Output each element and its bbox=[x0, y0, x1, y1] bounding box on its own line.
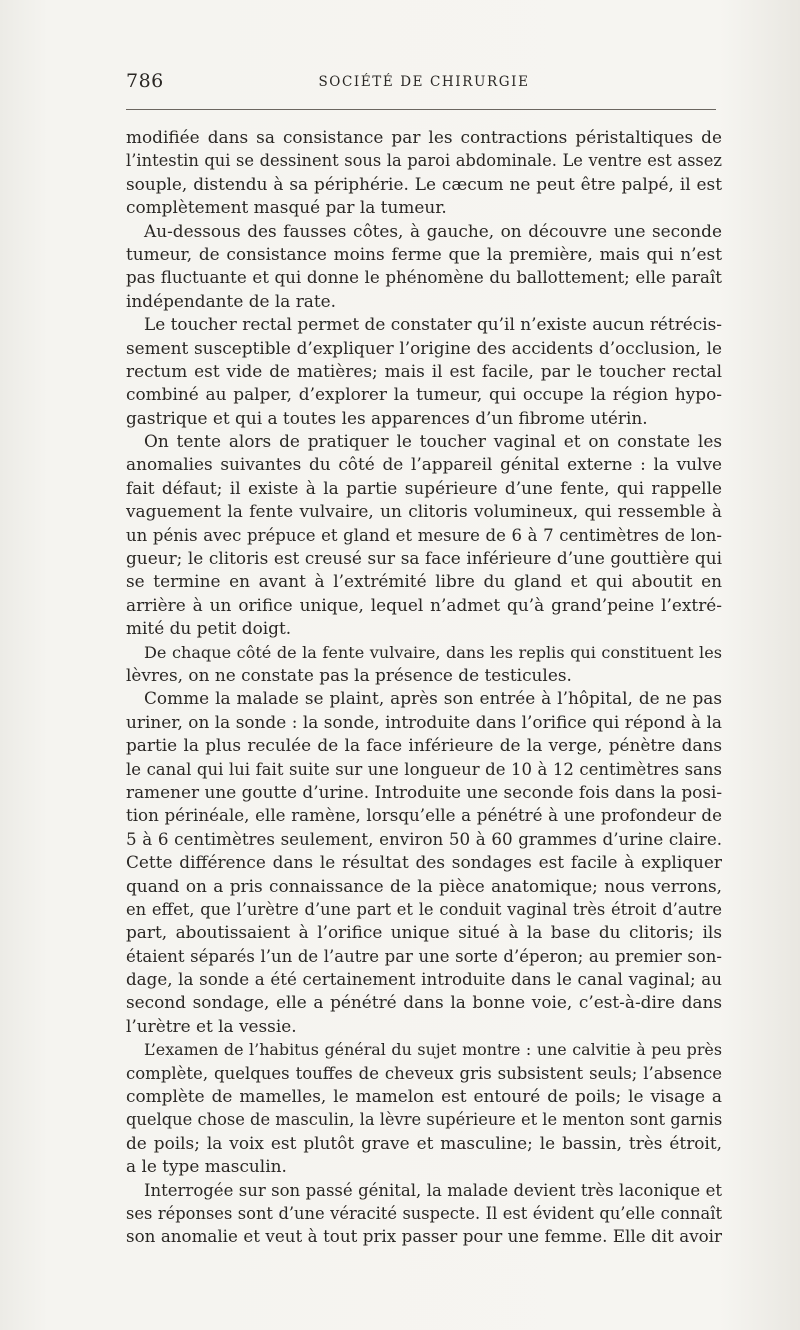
text-line: rectum est vide de matières; mais il est facile, par le toucher rectal bbox=[126, 360, 722, 381]
text-line: l’intestin qui se dessinent sous la paroi abdominale. Le ventre est assez bbox=[126, 151, 722, 171]
text-line: indépendante de la rate. bbox=[126, 290, 337, 311]
text-line: arrière à un orifice unique, lequel n’admet qu’à grand’peine l’extré- bbox=[126, 594, 722, 615]
text-line: quelque chose de masculin, la lèvre supérieure et le menton sont garnis bbox=[126, 1110, 723, 1130]
page-number: 786 bbox=[126, 70, 164, 92]
text-line: fait défaut; il existe à la partie supérieure d’une fente, qui rappelle bbox=[126, 477, 722, 498]
text-line: complète de mamelles, le mamelon est entouré de poils; le visage a bbox=[126, 1086, 722, 1107]
text-line: quand on a pris connaissance de la pièce anatomique; nous verrons, bbox=[126, 875, 722, 896]
text-line: de poils; la voix est plutôt grave et masculine; le bassin, très étroit, bbox=[126, 1132, 722, 1153]
text-line: uriner, on la sonde : la sonde, introduite dans l’orifice qui répond à la bbox=[126, 711, 722, 732]
text-line: gastrique et qui a toutes les apparences d’un fibrome utérin. bbox=[126, 407, 648, 428]
text-line: Cette différence dans le résultat des sondages est facile à expliquer bbox=[126, 852, 722, 873]
running-head: SOCIÉTÉ DE CHIRURGIE bbox=[318, 74, 530, 90]
text-line: son anomalie et veut à tout prix passer pour une femme. Elle dit avoir bbox=[126, 1226, 722, 1247]
text-line: dage, la sonde a été certainement introduite dans le canal vaginal; au bbox=[126, 969, 722, 990]
text-line: mité du petit doigt. bbox=[126, 618, 292, 639]
text-line: a le type masculin. bbox=[126, 1156, 287, 1177]
text-line: lèvres, on ne constate pas la présence de testicules. bbox=[126, 664, 572, 685]
text-line: tion périnéale, elle ramène, lorsqu’elle a pénétré à une profondeur de bbox=[126, 805, 722, 826]
text-line: De chaque côté de la fente vulvaire, dans les replis qui constituent les bbox=[144, 642, 722, 662]
text-line: On tente alors de pratiquer le toucher vaginal et on constate les bbox=[144, 431, 722, 452]
text-line: anomalies suivantes du côté de l’appareil génital externe : la vulve bbox=[126, 454, 722, 475]
text-line: L’examen de l’habitus général du sujet montre : une calvitie à peu près bbox=[144, 1040, 722, 1060]
text-line: second sondage, elle a pénétré dans la bonne voie, c’est-à-dire dans bbox=[126, 992, 722, 1013]
text-line: 5 à 6 centimètres seulement, environ 50 à 60 grammes d’urine claire. bbox=[126, 828, 722, 849]
text-line: pas fluctuante et qui donne le phénomène du ballottement; elle paraît bbox=[126, 267, 722, 288]
text-line: complètement masqué par la tumeur. bbox=[126, 197, 447, 218]
page-header bbox=[126, 70, 722, 96]
text-line: part, aboutissaient à l’orifice unique situé à la base du clitoris; ils bbox=[126, 922, 722, 943]
text-line: un pénis avec prépuce et gland et mesure de 6 à 7 centimètres de lon- bbox=[126, 525, 722, 545]
text-line: Au-dessous des fausses côtes, à gauche, on découvre une seconde bbox=[144, 220, 722, 241]
text-line: ses réponses sont d’une véracité suspecte. Il est évident qu’elle connaît bbox=[126, 1203, 722, 1223]
text-line: partie la plus reculée de la face inférieure de la verge, pénètre dans bbox=[126, 735, 722, 756]
text-line: vaguement la fente vulvaire, un clitoris volumineux, qui ressemble à bbox=[126, 501, 722, 522]
text-line: gueur; le clitoris est creusé sur sa face inférieure d’une gouttière qui bbox=[126, 548, 722, 569]
text-line: complète, quelques touffes de cheveux gris subsistent seuls; l’absence bbox=[126, 1063, 722, 1083]
header-rule bbox=[126, 109, 716, 110]
text-line: combiné au palper, d’explorer la tumeur, qui occupe la région hypo- bbox=[126, 384, 722, 405]
text-line: ramener une goutte d’urine. Introduite une seconde fois dans la posi- bbox=[126, 781, 723, 802]
text-line: étaient séparés l’un de l’autre par une sorte d’éperon; au premier son- bbox=[126, 946, 722, 966]
text-line: le canal qui lui fait suite sur une longueur de 10 à 12 centimètres sans bbox=[126, 759, 722, 779]
text-line: Comme la malade se plaint, après son entrée à l’hôpital, de ne pas bbox=[144, 688, 722, 709]
text-line: Interrogée sur son passé génital, la malade devient très laconique et bbox=[144, 1180, 722, 1200]
text-line: Le toucher rectal permet de constater qu’il n’existe aucun rétrécis- bbox=[144, 314, 722, 335]
text-line: en effet, que l’urètre d’une part et le conduit vaginal très étroit d’autre bbox=[126, 899, 722, 919]
text-line: sement susceptible d’expliquer l’origine des accidents d’occlusion, le bbox=[126, 337, 722, 358]
text-line: tumeur, de consistance moins ferme que la première, mais qui n’est bbox=[126, 243, 722, 264]
text-line: souple, distendu à sa périphérie. Le cæcum ne peut être palpé, il est bbox=[126, 173, 722, 194]
text-line: l’urètre et la vessie. bbox=[126, 1015, 297, 1036]
body-text bbox=[126, 126, 722, 1249]
text-line: se termine en avant à l’extrémité libre du gland et qui aboutit en bbox=[126, 571, 722, 592]
text-line: modifiée dans sa consistance par les contractions péristaltiques de bbox=[126, 127, 722, 147]
